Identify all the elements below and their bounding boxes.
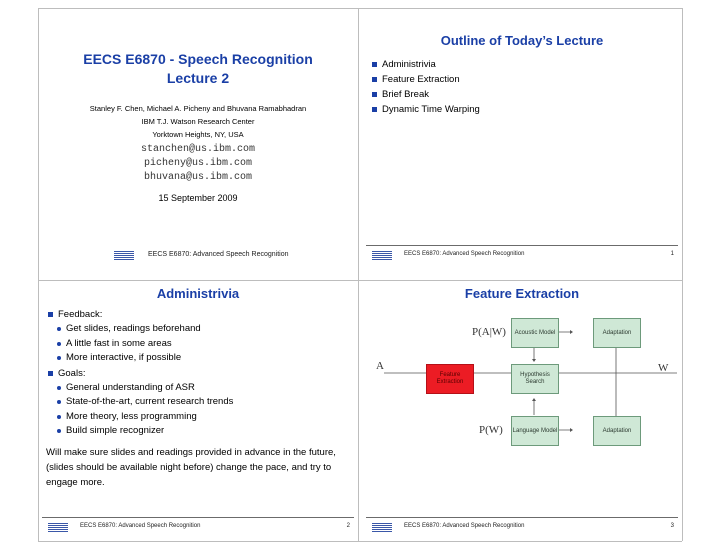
list-item: Build simple recognizer [56, 424, 350, 439]
list-item: Feature Extraction [370, 72, 480, 87]
email-list [38, 143, 358, 185]
slide-body [46, 307, 350, 490]
email: bhuvana@us.ibm.com [143, 172, 253, 183]
slide-footer [366, 245, 678, 266]
feature-extraction-block: Feature Extraction [426, 364, 474, 394]
list-item: Administrivia [370, 57, 480, 72]
title-line-1: EECS E6870 - Speech Recognition [83, 51, 313, 67]
goals-list [46, 366, 350, 381]
language-model-block: Language Model [511, 416, 559, 446]
asr-diagram [362, 280, 682, 520]
label-p-w: P(W) [479, 424, 503, 436]
footer-text: EECS E6870: Advanced Speech Recognition [80, 523, 201, 529]
slide-title [38, 8, 358, 270]
ibm-logo-icon [114, 251, 134, 260]
hypothesis-search-block: Hypothesis Search [511, 364, 559, 394]
slide-administrivia [38, 280, 358, 542]
list-item: State-of-the-art, current research trends [56, 395, 350, 410]
outline-list [370, 57, 480, 117]
organization: IBM T.J. Watson Research Center [141, 117, 255, 126]
email: picheny@us.ibm.com [143, 158, 253, 169]
feedback-list [46, 307, 350, 322]
list-item: General understanding of ASR [56, 381, 350, 396]
label-a: A [376, 360, 384, 372]
page-number: 2 [346, 523, 350, 529]
location: Yorktown Heights, NY, USA [152, 130, 244, 139]
title-line-2: Lecture 2 [166, 70, 230, 86]
slide-footer [42, 517, 354, 538]
slide-outline [362, 8, 682, 270]
list-item: Brief Break [370, 87, 480, 102]
footer-text: EECS E6870: Advanced Speech Recognition [148, 251, 289, 258]
adaptation-block-bottom: Adaptation [593, 416, 641, 446]
slide-heading: Feature Extraction [464, 286, 580, 301]
list-item: More interactive, if possible [56, 351, 350, 366]
authors-block [38, 102, 358, 141]
ibm-logo-icon [372, 251, 392, 260]
ibm-logo-icon [372, 523, 392, 532]
body-paragraph: Will make sure slides and readings provided in advance in the future, (slides should be available night before) change the pace, and try to engage more. [46, 446, 336, 488]
list-item: More theory, less programming [56, 410, 350, 425]
list-item: Get slides, readings beforehand [56, 322, 350, 337]
slide-feature-extraction [362, 280, 682, 542]
slide-heading: Administrivia [156, 286, 240, 301]
label-p-a-given-w: P(A|W) [472, 326, 506, 338]
footer-text: EECS E6870: Advanced Speech Recognition [404, 251, 525, 257]
ibm-logo-icon [48, 523, 68, 532]
label-w: W [658, 362, 669, 374]
email: stanchen@us.ibm.com [140, 144, 256, 155]
list-item: Feedback: [46, 307, 350, 322]
slide-heading: Outline of Today’s Lecture [440, 33, 604, 48]
goals-sublist [46, 381, 350, 439]
page-number: 3 [670, 523, 674, 529]
diagram-connectors [362, 280, 682, 520]
feedback-sublist [46, 322, 350, 366]
divider-vertical [358, 8, 359, 541]
list-item: Goals: [46, 366, 350, 381]
lecture-date: 15 September 2009 [158, 193, 238, 203]
list-item: A little fast in some areas [56, 337, 350, 352]
adaptation-block-top: Adaptation [593, 318, 641, 348]
slide-title-heading [38, 50, 358, 88]
page-border-right [682, 8, 683, 541]
page-number: 1 [670, 251, 674, 257]
authors: Stanley F. Chen, Michael A. Picheny and Bhuvana Ramabhadran [89, 104, 307, 113]
acoustic-model-block: Acoustic Model [511, 318, 559, 348]
slide-footer [366, 517, 678, 538]
slide-footer [42, 246, 354, 266]
list-item: Dynamic Time Warping [370, 102, 480, 117]
footer-text: EECS E6870: Advanced Speech Recognition [404, 523, 525, 529]
